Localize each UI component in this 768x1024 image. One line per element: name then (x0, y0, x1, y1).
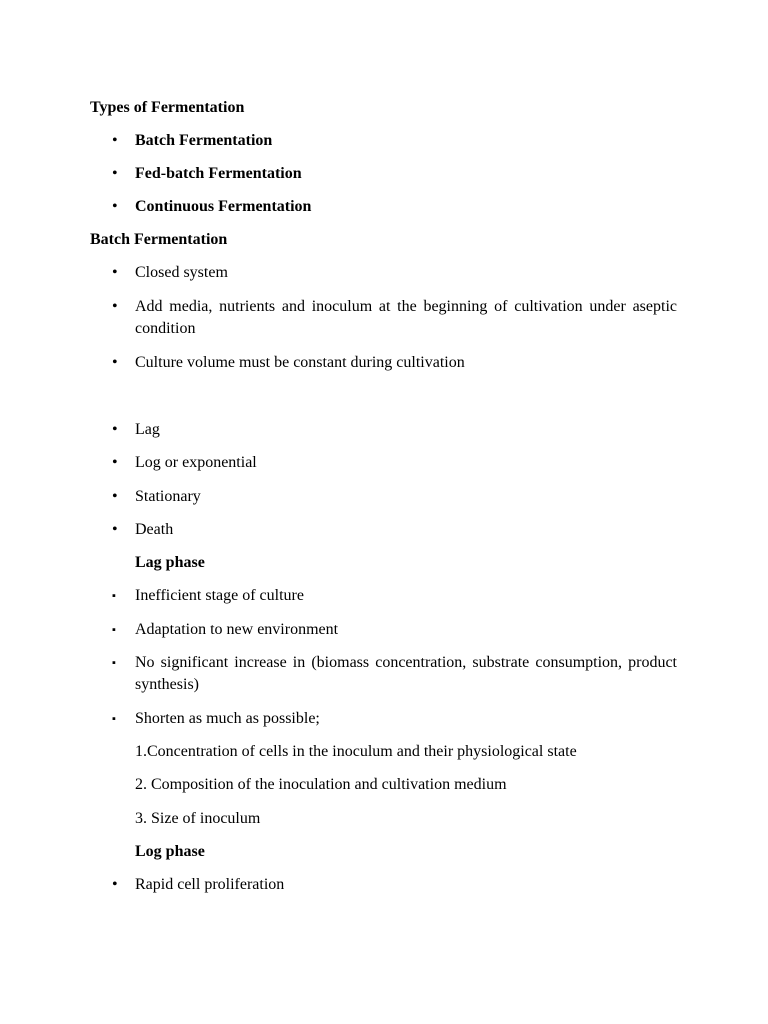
list-item-text: Adaptation to new environment (135, 621, 339, 638)
list-item-text: Death (135, 521, 174, 538)
square-bullet-marker: ▪ (112, 590, 116, 602)
list-item (112, 130, 677, 152)
list-item-text: Rapid cell proliferation (135, 876, 285, 893)
list-item (112, 585, 677, 607)
bullet-marker: • (112, 421, 118, 438)
list-item-text: Continuous Fermentation (135, 198, 312, 215)
list-item (112, 452, 677, 474)
list-item (112, 296, 677, 340)
bullet-marker: • (112, 876, 118, 893)
square-bullet-marker: ▪ (112, 624, 116, 636)
lag-phase-heading: Lag phase (135, 554, 205, 571)
bullet-marker: • (112, 298, 118, 315)
list-item (112, 619, 677, 641)
list-item-text: Lag (135, 421, 160, 438)
list-item-text: Shorten as much as possible; (135, 710, 320, 727)
batch-heading: Batch Fermentation (90, 231, 228, 248)
list-item-text: Log or exponential (135, 454, 257, 471)
list-item-text: Closed system (135, 264, 228, 281)
list-item (112, 419, 677, 441)
list-item-text: Fed-batch Fermentation (135, 165, 302, 182)
numbered-item: 3. Size of inoculum (135, 810, 261, 827)
bullet-marker: • (112, 488, 118, 505)
bullet-marker: • (112, 165, 118, 182)
list-item (112, 652, 677, 696)
bullet-marker: • (112, 132, 118, 149)
numbered-item: 2. Composition of the inoculation and cultivation medium (135, 776, 507, 793)
list-item (112, 486, 677, 508)
types-heading: Types of Fermentation (90, 99, 245, 116)
square-bullet-marker: ▪ (112, 657, 116, 669)
list-item (112, 874, 677, 896)
list-item (112, 708, 677, 730)
list-item-text: No significant increase in (biomass concentration, substrate consumption, product synthesis) (135, 654, 677, 693)
log-phase-heading: Log phase (135, 843, 205, 860)
list-item-text: Stationary (135, 488, 201, 505)
list-item-text: Batch Fermentation (135, 132, 273, 149)
list-item (112, 519, 677, 541)
bullet-marker: • (112, 354, 118, 371)
list-item (112, 163, 677, 185)
bullet-marker: • (112, 198, 118, 215)
list-item (112, 352, 677, 374)
bullet-marker: • (112, 454, 118, 471)
list-item-text: Add media, nutrients and inoculum at the beginning of cultivation under aseptic condition (135, 298, 677, 337)
square-bullet-marker: ▪ (112, 713, 116, 725)
numbered-item: 1.Concentration of cells in the inoculum and their physiological state (135, 743, 577, 760)
bullet-marker: • (112, 264, 118, 281)
list-item (112, 196, 677, 218)
list-item-text: Inefficient stage of culture (135, 587, 304, 604)
list-item (112, 262, 677, 284)
bullet-marker: • (112, 521, 118, 538)
list-item-text: Culture volume must be constant during cultivation (135, 354, 465, 371)
